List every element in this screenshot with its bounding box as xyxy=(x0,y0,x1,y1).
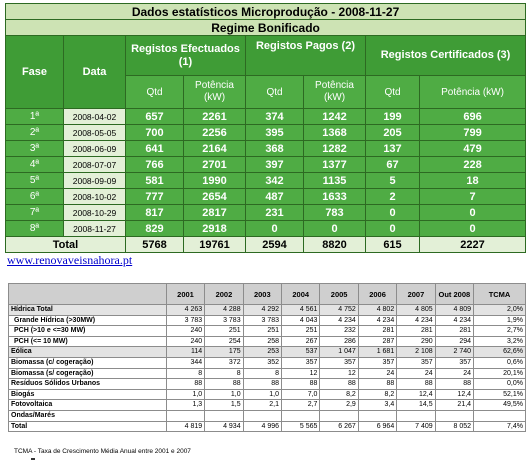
fase-cell: 2ª xyxy=(6,125,64,141)
value-cell: 696 xyxy=(420,109,526,125)
value-cell: 2918 xyxy=(184,221,246,237)
value-cell: 0 xyxy=(366,205,420,221)
value-cell: 8,2 xyxy=(320,389,358,400)
total-cell: 8820 xyxy=(304,237,366,253)
value-cell: 357 xyxy=(435,357,473,368)
total-cell: 615 xyxy=(366,237,420,253)
table-row xyxy=(9,326,526,337)
table-row xyxy=(9,347,526,358)
table-row xyxy=(9,305,526,316)
value-cell: 1377 xyxy=(304,157,366,173)
value-cell: 357 xyxy=(358,357,396,368)
value-cell: 7 409 xyxy=(397,421,435,432)
year-header: 2004 xyxy=(282,284,320,305)
value-cell: 1,0 xyxy=(243,389,281,400)
table-row xyxy=(9,379,526,390)
microproducao-stats-table xyxy=(5,3,526,253)
value-cell xyxy=(166,410,204,421)
value-cell: 374 xyxy=(246,109,304,125)
value-cell: 232 xyxy=(320,326,358,337)
value-cell: 1282 xyxy=(304,141,366,157)
value-cell: 0,0% xyxy=(474,379,526,390)
subheader-qtd: Qtd xyxy=(366,76,420,109)
value-cell: 231 xyxy=(246,205,304,221)
value-cell: 1,9% xyxy=(474,315,526,326)
value-cell: 8 xyxy=(166,368,204,379)
table-row xyxy=(9,421,526,432)
date-cell: 2008-05-05 xyxy=(64,125,126,141)
value-cell: 175 xyxy=(205,347,243,358)
value-cell: 4 292 xyxy=(243,305,281,316)
value-cell: 487 xyxy=(246,189,304,205)
year-header: TCMA xyxy=(474,284,526,305)
value-cell xyxy=(282,410,320,421)
header-data: Data xyxy=(64,36,126,109)
date-cell: 2008-04-02 xyxy=(64,109,126,125)
website-link[interactable]: www.renovaveisnahora.pt xyxy=(7,253,133,267)
value-cell: 1 047 xyxy=(320,347,358,358)
year-header: 2001 xyxy=(166,284,204,305)
value-cell: 783 xyxy=(304,205,366,221)
value-cell: 479 xyxy=(420,141,526,157)
year-header: 2005 xyxy=(320,284,358,305)
fase-cell: 7ª xyxy=(6,205,64,221)
date-cell: 2008-10-29 xyxy=(64,205,126,221)
value-cell: 4 263 xyxy=(166,305,204,316)
value-cell: 287 xyxy=(358,336,396,347)
value-cell: 4 561 xyxy=(282,305,320,316)
value-cell: 395 xyxy=(246,125,304,141)
row-label: Biomassa (c/ cogeração) xyxy=(9,357,167,368)
value-cell: 294 xyxy=(435,336,473,347)
table-row xyxy=(9,400,526,411)
table-row xyxy=(6,189,526,205)
value-cell: 88 xyxy=(358,379,396,390)
value-cell: 7,4% xyxy=(474,421,526,432)
value-cell: 114 xyxy=(166,347,204,358)
row-label: PCH (<= 10 MW) xyxy=(9,336,167,347)
value-cell: 88 xyxy=(166,379,204,390)
fase-cell: 1ª xyxy=(6,109,64,125)
date-cell: 2008-09-09 xyxy=(64,173,126,189)
value-cell: 7,0 xyxy=(282,389,320,400)
value-cell: 1,0 xyxy=(205,389,243,400)
value-cell: 2 xyxy=(366,189,420,205)
value-cell: 2,9 xyxy=(320,400,358,411)
value-cell: 1990 xyxy=(184,173,246,189)
value-cell: 1 681 xyxy=(358,347,396,358)
value-cell: 4 809 xyxy=(435,305,473,316)
value-cell: 5 565 xyxy=(282,421,320,432)
value-cell xyxy=(205,410,243,421)
table-row xyxy=(6,109,526,125)
total-label: Total xyxy=(6,237,126,253)
value-cell: 4 043 xyxy=(282,315,320,326)
value-cell: 357 xyxy=(397,357,435,368)
header-registos-certificados: Registos Certificados (3) xyxy=(366,36,526,76)
value-cell: 372 xyxy=(205,357,243,368)
value-cell: 88 xyxy=(205,379,243,390)
row-label: Resíduos Sólidos Urbanos xyxy=(9,379,167,390)
date-cell: 2008-06-09 xyxy=(64,141,126,157)
row-label: Ondas/Marés xyxy=(9,410,167,421)
row-label: Hídrica Total xyxy=(9,305,167,316)
value-cell: 344 xyxy=(166,357,204,368)
table-row xyxy=(6,125,526,141)
value-cell: 12 xyxy=(320,368,358,379)
value-cell: 700 xyxy=(126,125,184,141)
row-label: Fotovoltaica xyxy=(9,400,167,411)
table-row xyxy=(6,141,526,157)
value-cell: 49,5% xyxy=(474,400,526,411)
value-cell: 0 xyxy=(304,221,366,237)
value-cell: 88 xyxy=(282,379,320,390)
total-cell: 2227 xyxy=(420,237,526,253)
value-cell: 251 xyxy=(205,326,243,337)
value-cell: 12,4 xyxy=(397,389,435,400)
value-cell: 8 xyxy=(205,368,243,379)
table-row xyxy=(6,221,526,237)
value-cell xyxy=(474,410,526,421)
renewables-capacity-table xyxy=(8,283,526,432)
date-cell: 2008-10-02 xyxy=(64,189,126,205)
fase-cell: 6ª xyxy=(6,189,64,205)
value-cell: 88 xyxy=(397,379,435,390)
value-cell: 4 802 xyxy=(358,305,396,316)
row-label: Total xyxy=(9,421,167,432)
value-cell: 281 xyxy=(397,326,435,337)
row-label: Biomassa (s/ cogeração) xyxy=(9,368,167,379)
value-cell: 1242 xyxy=(304,109,366,125)
value-cell: 88 xyxy=(435,379,473,390)
value-cell: 286 xyxy=(320,336,358,347)
value-cell: 641 xyxy=(126,141,184,157)
value-cell: 2817 xyxy=(184,205,246,221)
header-empty xyxy=(9,284,167,305)
value-cell: 3,2% xyxy=(474,336,526,347)
year-header: 2006 xyxy=(358,284,396,305)
value-cell: 20,1% xyxy=(474,368,526,379)
table-row xyxy=(6,173,526,189)
value-cell: 6 267 xyxy=(320,421,358,432)
subheader-potencia: Potência (kW) xyxy=(420,76,526,109)
value-cell: 240 xyxy=(166,336,204,347)
value-cell: 2,1 xyxy=(243,400,281,411)
value-cell: 267 xyxy=(282,336,320,347)
value-cell: 4 752 xyxy=(320,305,358,316)
table-row xyxy=(9,357,526,368)
value-cell: 799 xyxy=(420,125,526,141)
value-cell xyxy=(435,410,473,421)
date-cell: 2008-11-27 xyxy=(64,221,126,237)
value-cell: 2256 xyxy=(184,125,246,141)
total-cell: 19761 xyxy=(184,237,246,253)
value-cell: 2701 xyxy=(184,157,246,173)
value-cell: 88 xyxy=(243,379,281,390)
header-fase: Fase xyxy=(6,36,64,109)
value-cell: 88 xyxy=(320,379,358,390)
value-cell: 4 234 xyxy=(397,315,435,326)
value-cell: 357 xyxy=(282,357,320,368)
value-cell: 18 xyxy=(420,173,526,189)
subheader-qtd: Qtd xyxy=(126,76,184,109)
table-row xyxy=(6,205,526,221)
value-cell: 14,5 xyxy=(397,400,435,411)
value-cell: 3 783 xyxy=(205,315,243,326)
year-header: Out 2008 xyxy=(435,284,473,305)
value-cell: 2 108 xyxy=(397,347,435,358)
year-header: 2007 xyxy=(397,284,435,305)
value-cell: 21,4 xyxy=(435,400,473,411)
date-cell: 2008-07-07 xyxy=(64,157,126,173)
decorative-mark xyxy=(31,458,35,460)
value-cell: 5 xyxy=(366,173,420,189)
value-cell: 357 xyxy=(320,357,358,368)
value-cell: 4 234 xyxy=(435,315,473,326)
value-cell: 12,4 xyxy=(435,389,473,400)
value-cell: 137 xyxy=(366,141,420,157)
value-cell: 2,0% xyxy=(474,305,526,316)
value-cell: 2,7% xyxy=(474,326,526,337)
value-cell: 12 xyxy=(282,368,320,379)
value-cell: 4 288 xyxy=(205,305,243,316)
value-cell: 1633 xyxy=(304,189,366,205)
value-cell: 4 234 xyxy=(358,315,396,326)
subheader-potencia: Potência (kW) xyxy=(184,76,246,109)
year-header: 2003 xyxy=(243,284,281,305)
value-cell: 4 996 xyxy=(243,421,281,432)
value-cell: 2,7 xyxy=(282,400,320,411)
value-cell: 62,6% xyxy=(474,347,526,358)
header-registos-pagos: Registos Pagos (2) xyxy=(246,36,366,76)
fase-cell: 5ª xyxy=(6,173,64,189)
total-cell: 5768 xyxy=(126,237,184,253)
subheader-qtd: Qtd xyxy=(246,76,304,109)
value-cell: 368 xyxy=(246,141,304,157)
value-cell: 67 xyxy=(366,157,420,173)
value-cell: 228 xyxy=(420,157,526,173)
value-cell: 397 xyxy=(246,157,304,173)
value-cell xyxy=(358,410,396,421)
value-cell: 2 740 xyxy=(435,347,473,358)
value-cell: 240 xyxy=(166,326,204,337)
value-cell: 0 xyxy=(420,205,526,221)
value-cell: 0 xyxy=(246,221,304,237)
value-cell: 581 xyxy=(126,173,184,189)
value-cell: 52,1% xyxy=(474,389,526,400)
value-cell: 251 xyxy=(282,326,320,337)
value-cell: 1,5 xyxy=(205,400,243,411)
table-row xyxy=(9,336,526,347)
subheader-potencia: Potência (kW) xyxy=(304,76,366,109)
value-cell: 1,3 xyxy=(166,400,204,411)
value-cell xyxy=(320,410,358,421)
value-cell: 352 xyxy=(243,357,281,368)
value-cell: 766 xyxy=(126,157,184,173)
value-cell: 829 xyxy=(126,221,184,237)
value-cell: 777 xyxy=(126,189,184,205)
value-cell xyxy=(397,410,435,421)
table-row xyxy=(9,315,526,326)
value-cell: 281 xyxy=(435,326,473,337)
value-cell: 4 234 xyxy=(320,315,358,326)
table-title: Dados estatísticos Microprodução - 2008-11-27 xyxy=(6,4,526,20)
row-label: Grande Hídrica (>30MW) xyxy=(9,315,167,326)
fase-cell: 8ª xyxy=(6,221,64,237)
row-label: Eólica xyxy=(9,347,167,358)
value-cell: 4 805 xyxy=(397,305,435,316)
row-label: PCH (>10 e <=30 MW) xyxy=(9,326,167,337)
value-cell: 817 xyxy=(126,205,184,221)
header-registos-efectuados: Registos Efectuados (1) xyxy=(126,36,246,76)
value-cell: 1135 xyxy=(304,173,366,189)
value-cell: 537 xyxy=(282,347,320,358)
value-cell: 0 xyxy=(366,221,420,237)
total-cell: 2594 xyxy=(246,237,304,253)
value-cell: 4 819 xyxy=(166,421,204,432)
value-cell: 6 964 xyxy=(358,421,396,432)
value-cell: 2654 xyxy=(184,189,246,205)
value-cell: 1368 xyxy=(304,125,366,141)
fase-cell: 3ª xyxy=(6,141,64,157)
value-cell: 2261 xyxy=(184,109,246,125)
value-cell: 281 xyxy=(358,326,396,337)
value-cell: 7 xyxy=(420,189,526,205)
value-cell: 258 xyxy=(243,336,281,347)
value-cell: 657 xyxy=(126,109,184,125)
value-cell: 205 xyxy=(366,125,420,141)
tcma-footnote: TCMA - Taxa de Crescimento Média Anual entre 2001 e 2007 xyxy=(14,448,191,455)
value-cell: 3,4 xyxy=(358,400,396,411)
table-row xyxy=(9,410,526,421)
value-cell: 4 934 xyxy=(205,421,243,432)
value-cell: 8,2 xyxy=(358,389,396,400)
value-cell: 0 xyxy=(420,221,526,237)
value-cell: 253 xyxy=(243,347,281,358)
value-cell: 8 xyxy=(243,368,281,379)
table-row xyxy=(6,157,526,173)
value-cell: 254 xyxy=(205,336,243,347)
value-cell: 1,0 xyxy=(166,389,204,400)
value-cell: 251 xyxy=(243,326,281,337)
value-cell: 2164 xyxy=(184,141,246,157)
value-cell: 3 783 xyxy=(166,315,204,326)
value-cell: 24 xyxy=(435,368,473,379)
value-cell xyxy=(243,410,281,421)
value-cell: 24 xyxy=(358,368,396,379)
table-row xyxy=(9,389,526,400)
value-cell: 290 xyxy=(397,336,435,347)
row-label: Biogás xyxy=(9,389,167,400)
value-cell: 24 xyxy=(397,368,435,379)
fase-cell: 4ª xyxy=(6,157,64,173)
value-cell: 342 xyxy=(246,173,304,189)
value-cell: 3 783 xyxy=(243,315,281,326)
table-row xyxy=(9,368,526,379)
value-cell: 8 052 xyxy=(435,421,473,432)
table-subtitle: Regime Bonificado xyxy=(6,20,526,36)
value-cell: 0,6% xyxy=(474,357,526,368)
value-cell: 199 xyxy=(366,109,420,125)
year-header: 2002 xyxy=(205,284,243,305)
